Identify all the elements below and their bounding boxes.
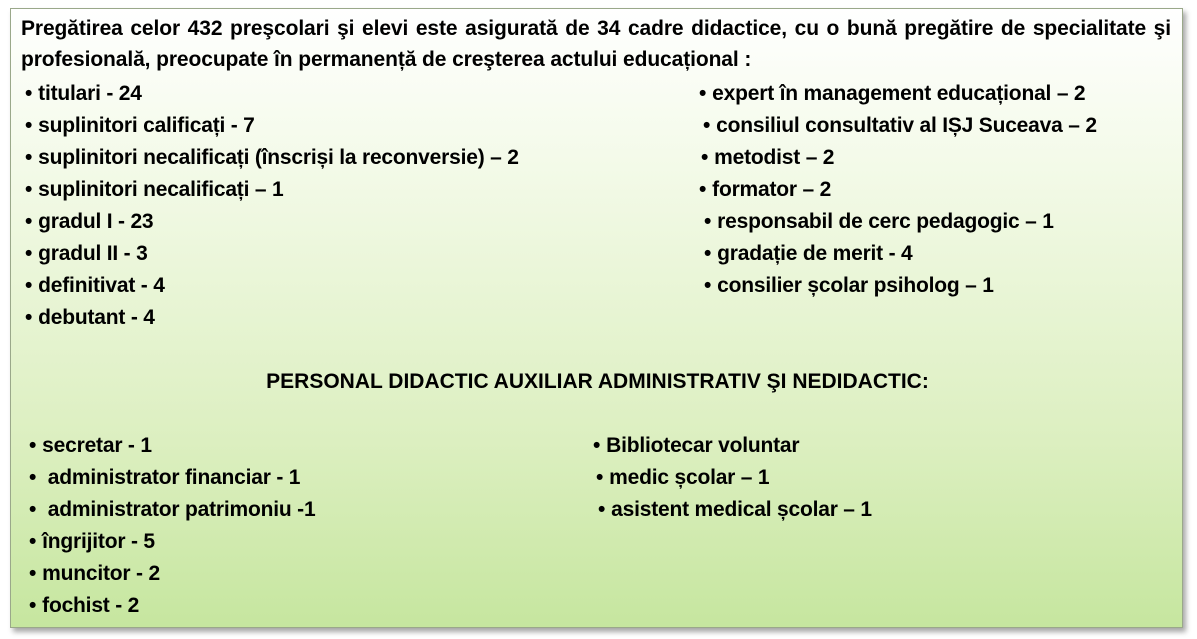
auxiliary-staff-heading: PERSONAL DIDACTIC AUXILIAR ADMINISTRATIV ŞI NEDIDACTIC: — [266, 370, 929, 393]
staff-info-panel — [10, 8, 1183, 628]
list-item: • fochist - 2 — [29, 590, 139, 622]
list-item: • gradație de merit - 4 — [704, 238, 913, 270]
list-item: • administrator patrimoniu -1 — [29, 494, 315, 526]
list-item: • gradul I - 23 — [25, 206, 153, 238]
list-item: • secretar - 1 — [29, 430, 152, 462]
list-item: • metodist – 2 — [701, 142, 834, 174]
list-item: • consilier școlar psiholog – 1 — [704, 270, 994, 302]
list-item: • suplinitori necalificați (înscriși la reconversie) – 2 — [25, 142, 519, 174]
list-item: • gradul II - 3 — [25, 238, 148, 270]
list-item: • medic școlar – 1 — [596, 462, 769, 494]
list-item: • muncitor - 2 — [29, 558, 160, 590]
list-item: • responsabil de cerc pedagogic – 1 — [704, 206, 1054, 238]
list-item: • consiliul consultativ al IȘJ Suceava – 2 — [703, 110, 1097, 142]
list-item: • suplinitori calificați - 7 — [25, 110, 255, 142]
intro-paragraph: Pregătirea celor 432 preşcolari şi elevi este asigurată de 34 cadre didactice, cu o bună pregătire de specialitate şi profesională, preocupate în permanență de creşterea actului educațional : — [21, 17, 1171, 71]
list-item: • expert în management educațional – 2 — [699, 78, 1085, 110]
list-item: • definitivat - 4 — [25, 270, 165, 302]
list-item: • suplinitori necalificați – 1 — [25, 174, 283, 206]
list-item: • debutant - 4 — [25, 302, 155, 334]
list-item: • formator – 2 — [699, 174, 831, 206]
list-item: • administrator financiar - 1 — [29, 462, 300, 494]
list-item: • îngrijitor - 5 — [29, 526, 155, 558]
list-item: • Bibliotecar voluntar — [593, 430, 799, 462]
list-item: • asistent medical școlar – 1 — [598, 494, 872, 526]
list-item: • titulari - 24 — [25, 78, 142, 110]
